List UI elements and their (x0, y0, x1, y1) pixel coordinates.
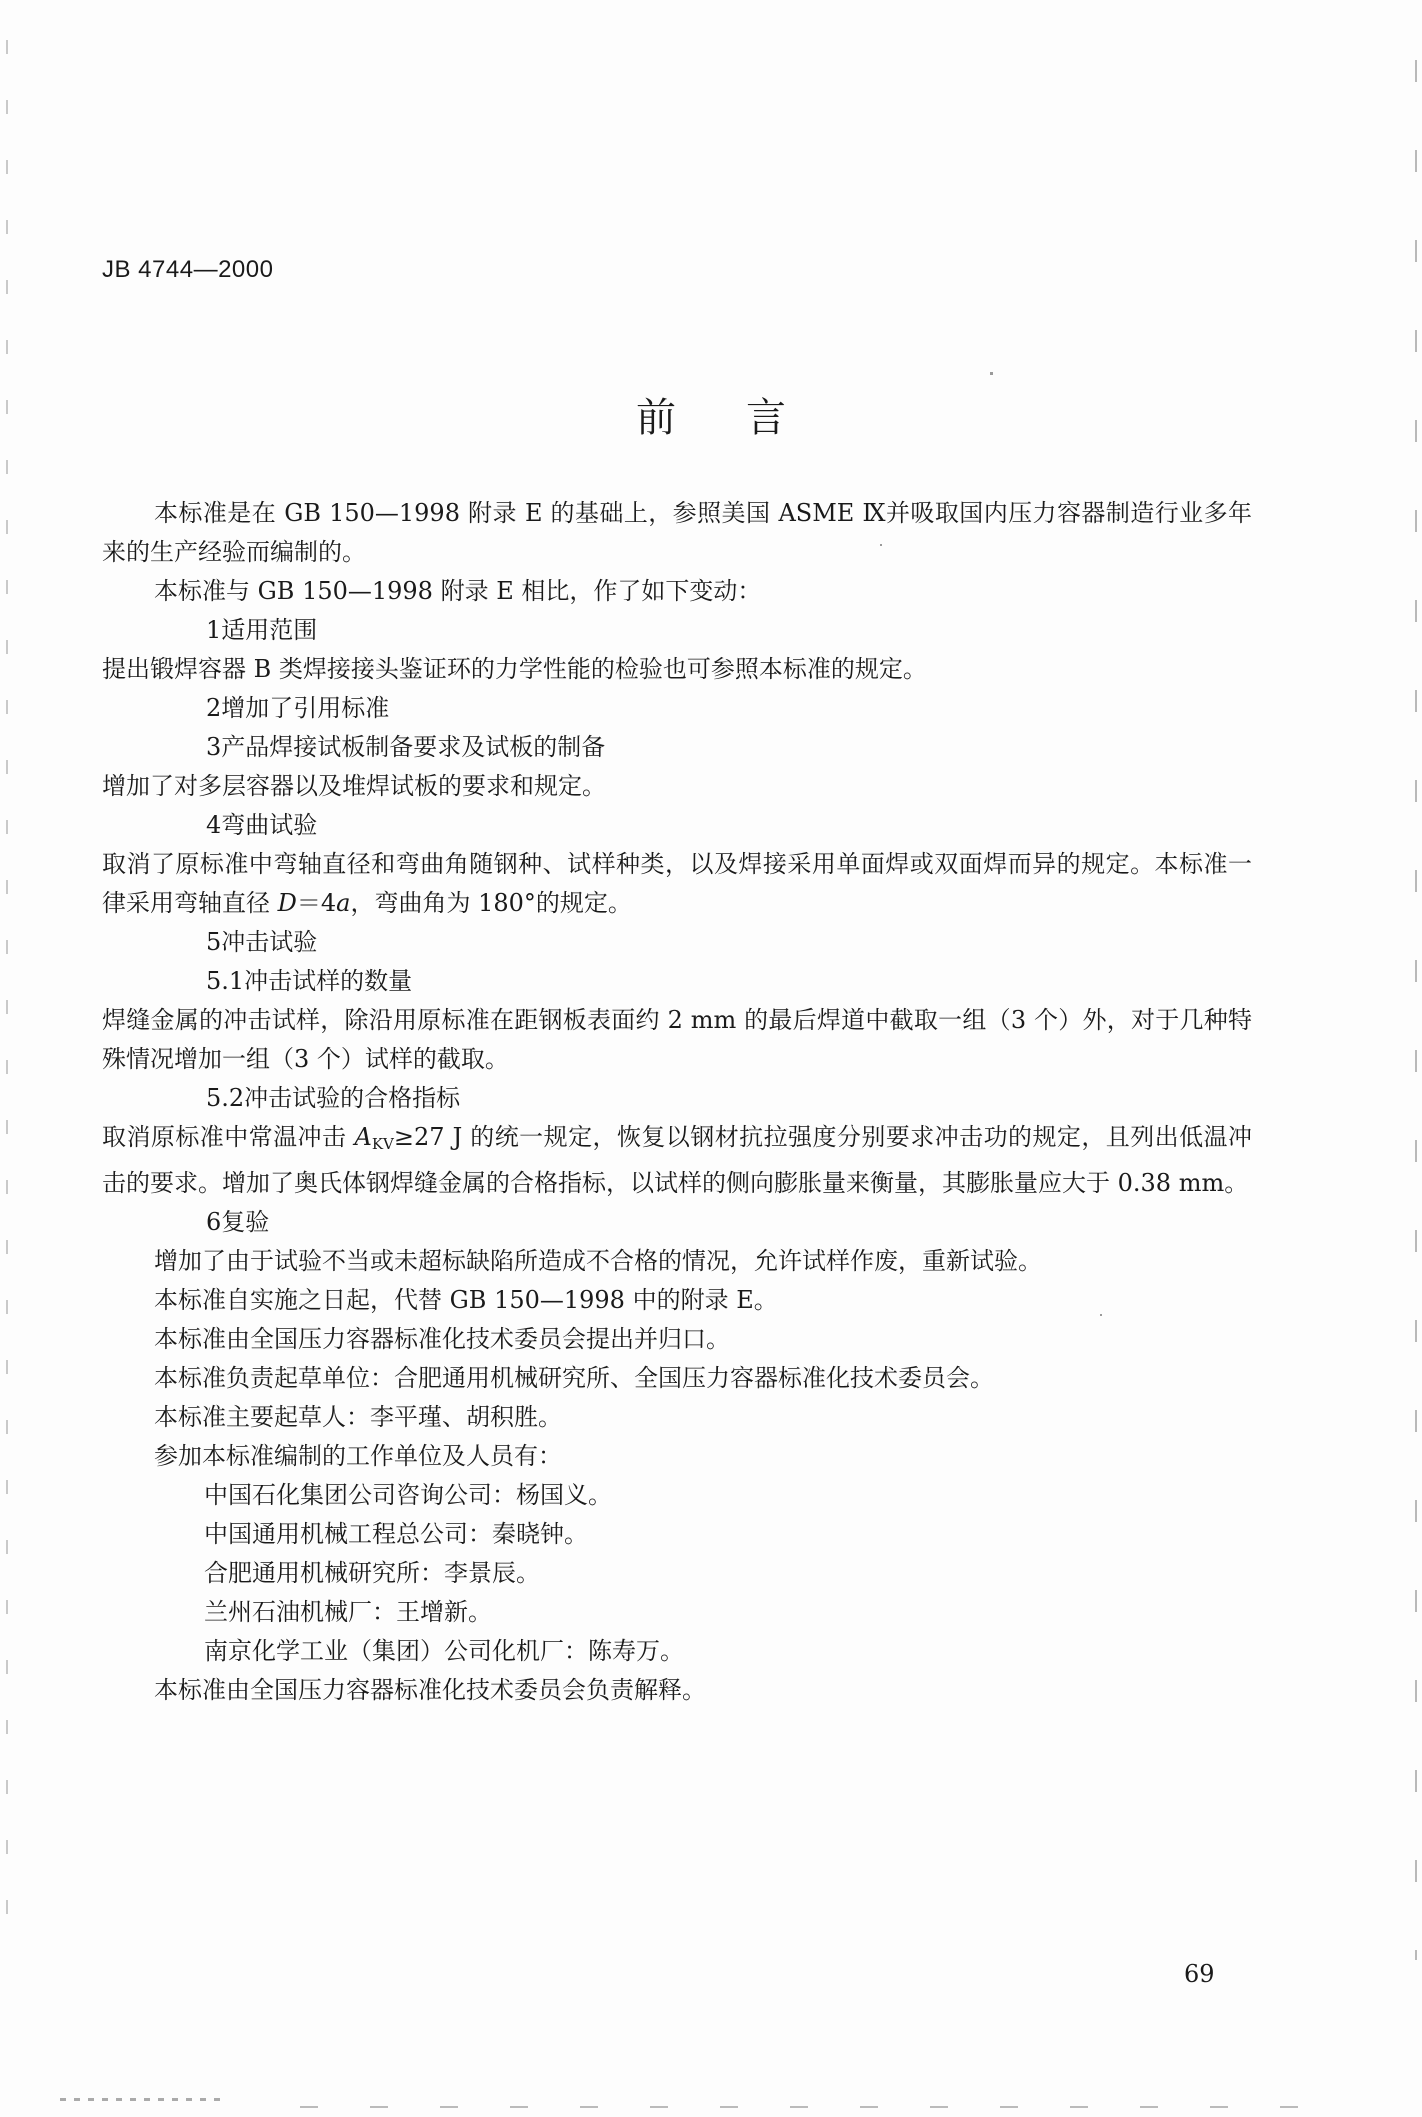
section-text-retest: 增加了由于试验不当或未超标缺陷所造成不合格的情况，允许试样作废，重新试验。 (154, 1247, 1042, 1275)
text-run: ＝4 (296, 889, 337, 917)
section-title: 弯曲试验 (221, 811, 318, 839)
section-number: 4 (206, 811, 222, 839)
participant-item: 中国通用机械工程总公司：秦晓钟。 (204, 1520, 588, 1548)
participant-item: 中国石化集团公司咨询公司：杨国义。 (204, 1481, 612, 1509)
page-title: 前言 (636, 395, 856, 441)
section-heading-references (102, 689, 1252, 728)
participant-item: 兰州石油机械厂：王增新。 (204, 1598, 492, 1626)
paragraph-basis: 本标准是在 GB 150—1998 附录 E 的基础上，参照美国 ASME Ⅸ并吸取国内压力容器制造行业多年来的生产经验而编制的。 (102, 499, 1252, 566)
section-title: 产品焊接试板制备要求及试板的制备 (221, 733, 606, 761)
section-title: 冲击试验的合格指标 (244, 1084, 461, 1112)
section-text-bend-test (102, 845, 1252, 923)
scan-speck (60, 2098, 220, 2101)
subsection-heading-specimen-count (102, 962, 1252, 1001)
section-title: 增加了引用标准 (221, 694, 390, 722)
section-number: 1 (206, 616, 222, 644)
subsection-heading-acceptance (102, 1079, 1252, 1118)
paragraph-interpretation: 本标准由全国压力容器标准化技术委员会负责解释。 (154, 1676, 706, 1704)
subsection-text-specimen-count: 焊缝金属的冲击试样，除沿用原标准在距钢板表面约 2 mm 的最后焊道中截取一组（3 个）外，对于几种特殊情况增加一组（3 个）试样的截取。 (102, 1006, 1252, 1073)
symbol-a: a (336, 889, 351, 917)
section-text-test-plates: 增加了对多层容器以及堆焊试板的要求和规定。 (102, 772, 606, 800)
section-number: 6 (206, 1208, 222, 1236)
section-title: 冲击试验 (221, 928, 318, 956)
paragraph-proposed-by: 本标准由全国压力容器标准化技术委员会提出并归口。 (154, 1325, 730, 1353)
paragraph-participants-intro: 参加本标准编制的工作单位及人员有： (154, 1442, 562, 1470)
participant-item: 合肥通用机械研究所：李景辰。 (204, 1559, 540, 1587)
text-run: ≥27 J 的统一规定，恢复以钢材抗拉强度分别要求冲击功的规定，且列出低温冲击的要求。增加了奥氏体钢焊缝金属的合格指标，以试样的侧向膨胀量来衡量，其膨胀量应大于 0.38 mm。 (102, 1123, 1252, 1197)
section-number: 2 (206, 694, 222, 722)
paragraph-drafting-org: 本标准负责起草单位：合肥通用机械研究所、全国压力容器标准化技术委员会。 (154, 1364, 994, 1392)
standard-code: JB 4744—2000 (102, 256, 274, 283)
section-number: 5.1 (206, 967, 245, 995)
paragraph-drafters: 本标准主要起草人：李平瑾、胡积胜。 (154, 1403, 562, 1431)
section-heading-impact-test (102, 923, 1252, 962)
text-run: 取消了原标准中弯轴直径和弯曲角随钢种、试样种类，以及焊接采用单面焊或双面焊而异的规定。本标准一律采用弯轴直径 (102, 850, 1252, 917)
symbol-A: A (354, 1123, 372, 1151)
section-title: 冲击试样的数量 (244, 967, 413, 995)
text-run: 取消原标准中常温冲击 (102, 1123, 355, 1151)
subsection-text-acceptance (102, 1118, 1252, 1203)
section-heading-scope (102, 611, 1252, 650)
page-number: 69 (1184, 1960, 1215, 1988)
paragraph-replaces: 本标准自实施之日起，代替 GB 150—1998 中的附录 E。 (154, 1286, 778, 1314)
scan-speck (990, 372, 993, 375)
section-heading-bend-test (102, 806, 1252, 845)
section-number: 5.2 (206, 1084, 245, 1112)
section-heading-retest (102, 1203, 1252, 1242)
participant-item: 南京化学工业（集团）公司化机厂：陈寿万。 (204, 1637, 684, 1665)
section-title: 复验 (221, 1208, 270, 1236)
scan-edge-right (1415, 60, 1417, 1960)
section-number: 3 (206, 733, 222, 761)
scan-edge-left (6, 40, 8, 1940)
section-text-scope: 提出锻焊容器 B 类焊接接头鉴证环的力学性能的检验也可参照本标准的规定。 (102, 655, 927, 683)
symbol-subscript-KV: KV (371, 1135, 394, 1153)
foreword-body (102, 494, 1252, 1710)
symbol-D: D (277, 889, 297, 917)
section-number: 5 (206, 928, 222, 956)
paragraph-changes-intro: 本标准与 GB 150—1998 附录 E 相比，作了如下变动： (154, 577, 762, 605)
text-run: ，弯曲角为 180°的规定。 (350, 889, 632, 917)
section-heading-test-plates (102, 728, 1252, 767)
section-title: 适用范围 (221, 616, 318, 644)
scan-speck (300, 2106, 1300, 2108)
